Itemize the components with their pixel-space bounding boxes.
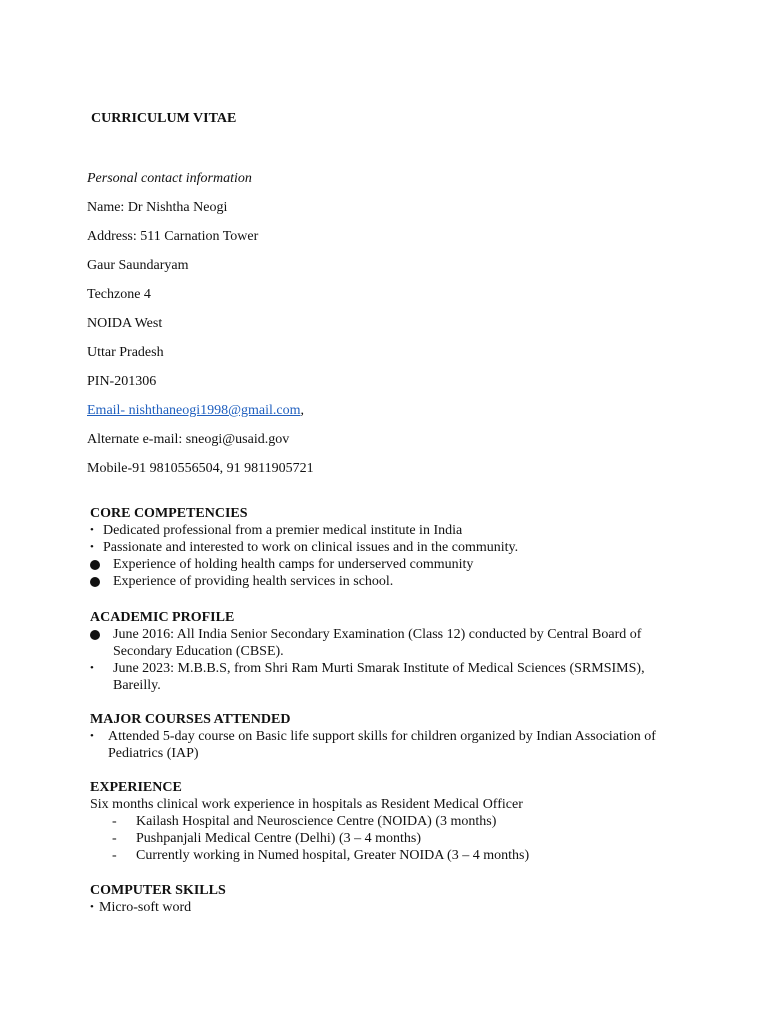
core-competencies-heading: CORE COMPETENCIES <box>90 506 248 521</box>
address-line-3: Techzone 4 <box>87 287 151 302</box>
experience-list <box>90 813 690 864</box>
list-item: • Attended 5-day course on Basic life support skills for children organized by Indian Association of Pediatrics (IAP) <box>90 729 656 761</box>
document-title: CURRICULUM VITAE <box>91 111 237 126</box>
pin-code: PIN-201306 <box>87 374 157 389</box>
dash-icon: - <box>112 831 117 846</box>
experience-section <box>90 779 690 864</box>
email-suffix: , <box>300 403 305 418</box>
address-line-1: Address: 511 Carnation Tower <box>87 229 259 244</box>
major-courses-list <box>90 728 690 762</box>
contact-section <box>87 170 687 489</box>
address-line-2: Gaur Saundaryam <box>87 258 189 273</box>
address-line-5: Uttar Pradesh <box>87 345 164 360</box>
bullet-icon: • <box>90 662 94 674</box>
email-row <box>87 402 687 431</box>
list-item: • Dedicated professional from a premier medical institute in India <box>90 523 463 538</box>
major-courses-section <box>90 711 690 762</box>
bullet-icon <box>90 577 100 587</box>
list-item: - Pushpanjali Medical Centre (Delhi) (3 – 4 months) <box>112 831 421 846</box>
list-item: Experience of holding health camps for underserved community <box>90 556 690 573</box>
bullet-icon <box>90 630 100 640</box>
list-item: • June 2023: M.B.B.S, from Shri Ram Murti Smarak Institute of Medical Sciences (SRMSIMS), Bareilly. <box>90 661 645 693</box>
list-item: - Currently working in Numed hospital, Greater NOIDA (3 – 4 months) <box>112 848 530 863</box>
contact-heading: Personal contact information <box>87 171 252 186</box>
dash-icon: - <box>112 848 117 863</box>
list-item: • Micro-soft word <box>90 900 192 915</box>
computer-skills-section <box>90 882 690 916</box>
alternate-email: Alternate e-mail: sneogi@usaid.gov <box>87 432 290 447</box>
academic-profile-list <box>90 626 690 694</box>
mobile-numbers: Mobile-91 9810556504, 91 9811905721 <box>87 461 314 476</box>
experience-intro: Six months clinical work experience in hospitals as Resident Medical Officer <box>90 797 523 812</box>
bullet-icon: • <box>90 541 94 553</box>
list-item: - Kailash Hospital and Neuroscience Centre (NOIDA) (3 months) <box>112 814 497 829</box>
dash-icon: - <box>112 814 117 829</box>
experience-heading: EXPERIENCE <box>90 780 182 795</box>
bullet-icon: • <box>90 524 94 536</box>
list-item: • Passionate and interested to work on clinical issues and in the community. <box>90 540 519 555</box>
list-item: Experience of providing health services in school. <box>90 573 690 590</box>
academic-profile-heading: ACADEMIC PROFILE <box>90 610 235 625</box>
bullet-icon <box>90 560 100 570</box>
bullet-icon: • <box>90 730 94 742</box>
computer-skills-list <box>90 899 690 916</box>
core-competencies-section <box>90 505 690 590</box>
email-link[interactable]: Email- nishthaneogi1998@gmail.com <box>87 403 301 418</box>
core-competencies-list <box>90 522 690 590</box>
academic-profile-section <box>90 609 690 694</box>
major-courses-heading: MAJOR COURSES ATTENDED <box>90 712 291 727</box>
list-item: June 2016: All India Senior Secondary Examination (Class 12) conducted by Central Board of Secondary Education (CBSE). <box>90 626 690 660</box>
computer-skills-heading: COMPUTER SKILLS <box>90 883 226 898</box>
bullet-icon: • <box>90 901 94 913</box>
contact-name: Name: Dr Nishtha Neogi <box>87 200 228 215</box>
address-line-4: NOIDA West <box>87 316 163 331</box>
